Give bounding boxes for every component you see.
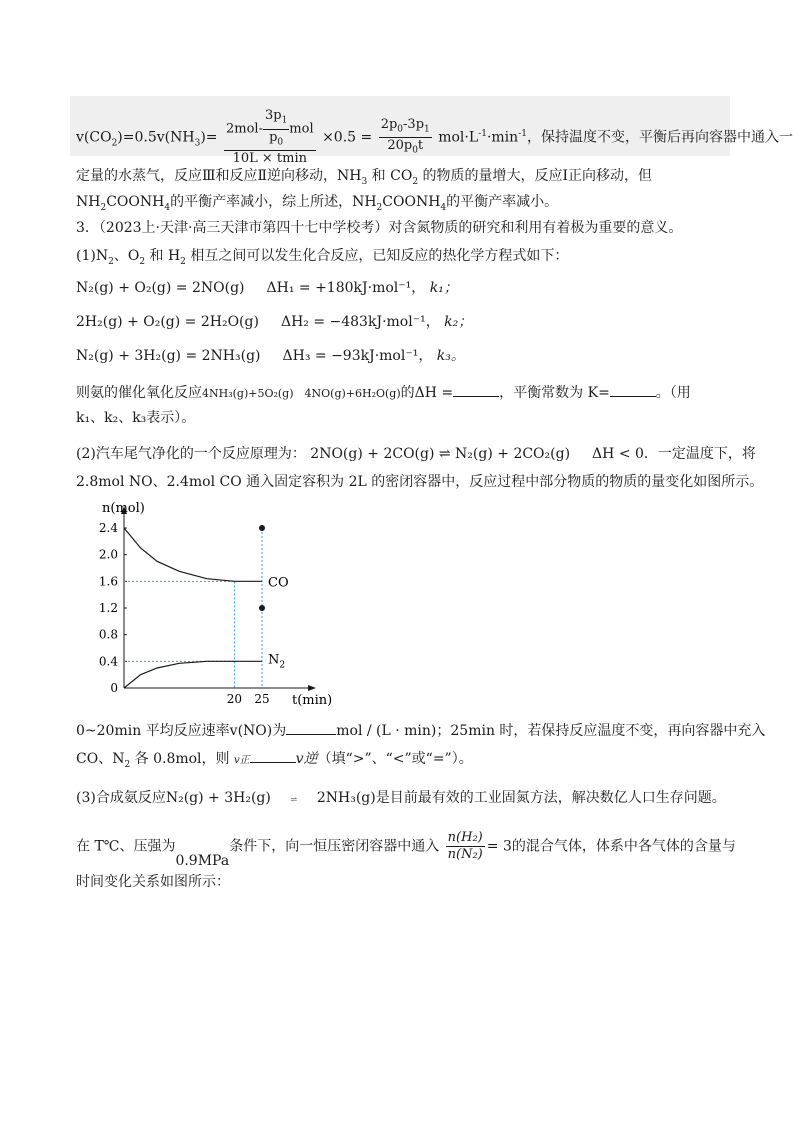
- y-tick-label: 0.4: [98, 654, 118, 669]
- fraction-2: $\frac{2p_0-3p_1}{20p_0t}$: [380, 116, 430, 156]
- answer-blank-rate[interactable]: [286, 720, 336, 735]
- part1-question: 则氨的催化氧化反应4NH₃(g)+5O₂(g) 4NO(g)+6H₂O(g)的ΔH = ，平衡常数为 K= 。（用: [76, 382, 691, 404]
- equation-1: N₂(g) + O₂(g) = 2NO(g) ΔH₁ = +180kJ·mol⁻¹， k₁；: [76, 280, 458, 296]
- text: mol·L: [438, 129, 479, 146]
- equation-2: 2H₂(g) + O₂(g) = 2H₂O(g) ΔH₂ = −483kJ·mol⁻¹， k₂；: [76, 314, 473, 330]
- series-label-n2: $N_2$: [268, 652, 286, 671]
- answer-blank-k[interactable]: [610, 382, 656, 397]
- part1-question-line2: k₁、k₂、k₃表示）。: [76, 410, 196, 426]
- solution-line-1: $v(CO_2)=0.5v(NH_3)=$ 2mol- $\frac{3p_1}{p_0}$ mol 10L × tmin ×0.5 = $\frac{2p_0-3p_1}{20p_0t}$ $mol\cdot L^{-1}\cdot\min^{-1}$，保持温度不变，平衡后再向容器中通入一: [76, 108, 793, 167]
- part3-line3: 时间变化关系如图所示：: [76, 874, 230, 890]
- equation-3: N₂(g) + 3H₂(g) = 2NH₃(g) ΔH₃ = −93kJ·mol⁻¹， k₃。: [76, 348, 465, 364]
- x-axis-label: t(min): [292, 693, 332, 708]
- mole-time-chart: [92, 500, 332, 710]
- text: )=0.5v(NH: [117, 129, 195, 146]
- solution-line-2: 定量的水蒸气，反应Ⅲ和反应Ⅱ逆向移动，$NH_3$ 和 $CO_2$ 的物质的量增大，反应Ⅰ正向移动，但: [76, 168, 653, 187]
- text: ×0.5 =: [322, 129, 373, 146]
- part2-intro: (2)汽车尾气净化的一个反应原理为： 2NO(g) + 2CO(g) ⇌ N₂(g) + 2CO₂(g) ΔH < 0．一定温度下，将: [76, 446, 756, 462]
- text: ·min: [486, 129, 519, 146]
- point-25: [259, 525, 265, 531]
- y-tick-label: 2.4: [98, 521, 118, 535]
- y-tick-label: 1.6: [98, 574, 118, 589]
- ratio-fraction: $\frac{\text{n(H₂)}}{\text{n(N₂)}}$: [447, 830, 483, 862]
- x-tick-label: 20: [226, 692, 243, 706]
- part3-line2: 在 T℃、压强为0.9MPa条件下，向一恒压密闭容器中通入 $\frac{\text{n(H₂)}}{\text{n(N₂)}}$ = 3的混合气体，体系中各气体的含量与: [76, 830, 736, 869]
- part2-intro-line2: 2.8mol NO、2.4mol CO 通入固定容积为 2L 的密闭容器中，反应过程中部分物质的物质的量变化如图所示。: [76, 474, 764, 490]
- solution-line-3: $NH_2COONH_4$的平衡产率减小，综上所述，$NH_2COONH_4$的平衡产率减小。: [76, 194, 559, 213]
- x-axis-arrow: [308, 685, 316, 691]
- chart-svg: [92, 500, 332, 710]
- fraction-1: 2mol- $\frac{3p_1}{p_0}$ mol 10L × tmin: [225, 108, 314, 167]
- part3-intro: (3)合成氨反应N₂(g) + 3H₂(g) ⇌ 2NH₃(g)是目前最有效的工业固氮方法，解决数亿人口生存问题。: [76, 790, 726, 806]
- series-line-co: [124, 528, 262, 581]
- answer-blank-compare[interactable]: [250, 748, 296, 763]
- y-tick-label: 0.8: [98, 627, 118, 642]
- text: ，保持温度不变，平衡后再向容器中通入一: [526, 129, 793, 146]
- part1-intro: $(1)N_2$、$O_2$ 和 $H_2$ 相互之间可以发生化合反应，已知反应的热化学方程式如下：: [76, 248, 569, 267]
- part2-question-line2: CO、$N_2$ 各 0.8mol，则 v正 v逆（填“>”、“<”或“=”）。: [76, 748, 473, 775]
- part2-question: 0~20min 平均反应速率v(NO)为 mol / (L · min)；25min 时，若保持反应温度不变，再向容器中充入: [76, 720, 765, 741]
- point-25: [259, 605, 265, 611]
- y-tick-label: 1.2: [98, 601, 118, 615]
- question-header: 3．（2023上·天津·高三天津市第四十七中学校考）对含氮物质的研究和利用有着极为重要的意义。: [76, 220, 683, 236]
- y-tick-label: 2.0: [98, 547, 118, 562]
- series-line-n2: [124, 661, 262, 688]
- y-axis-label: n(mol): [102, 501, 145, 516]
- series-label-co: CO: [268, 575, 289, 591]
- x-tick-label: 25: [254, 692, 270, 706]
- text: )=: [200, 129, 218, 146]
- text: v(CO: [76, 129, 112, 146]
- answer-blank-dh[interactable]: [453, 382, 499, 397]
- y-tick-label: 0: [110, 681, 118, 695]
